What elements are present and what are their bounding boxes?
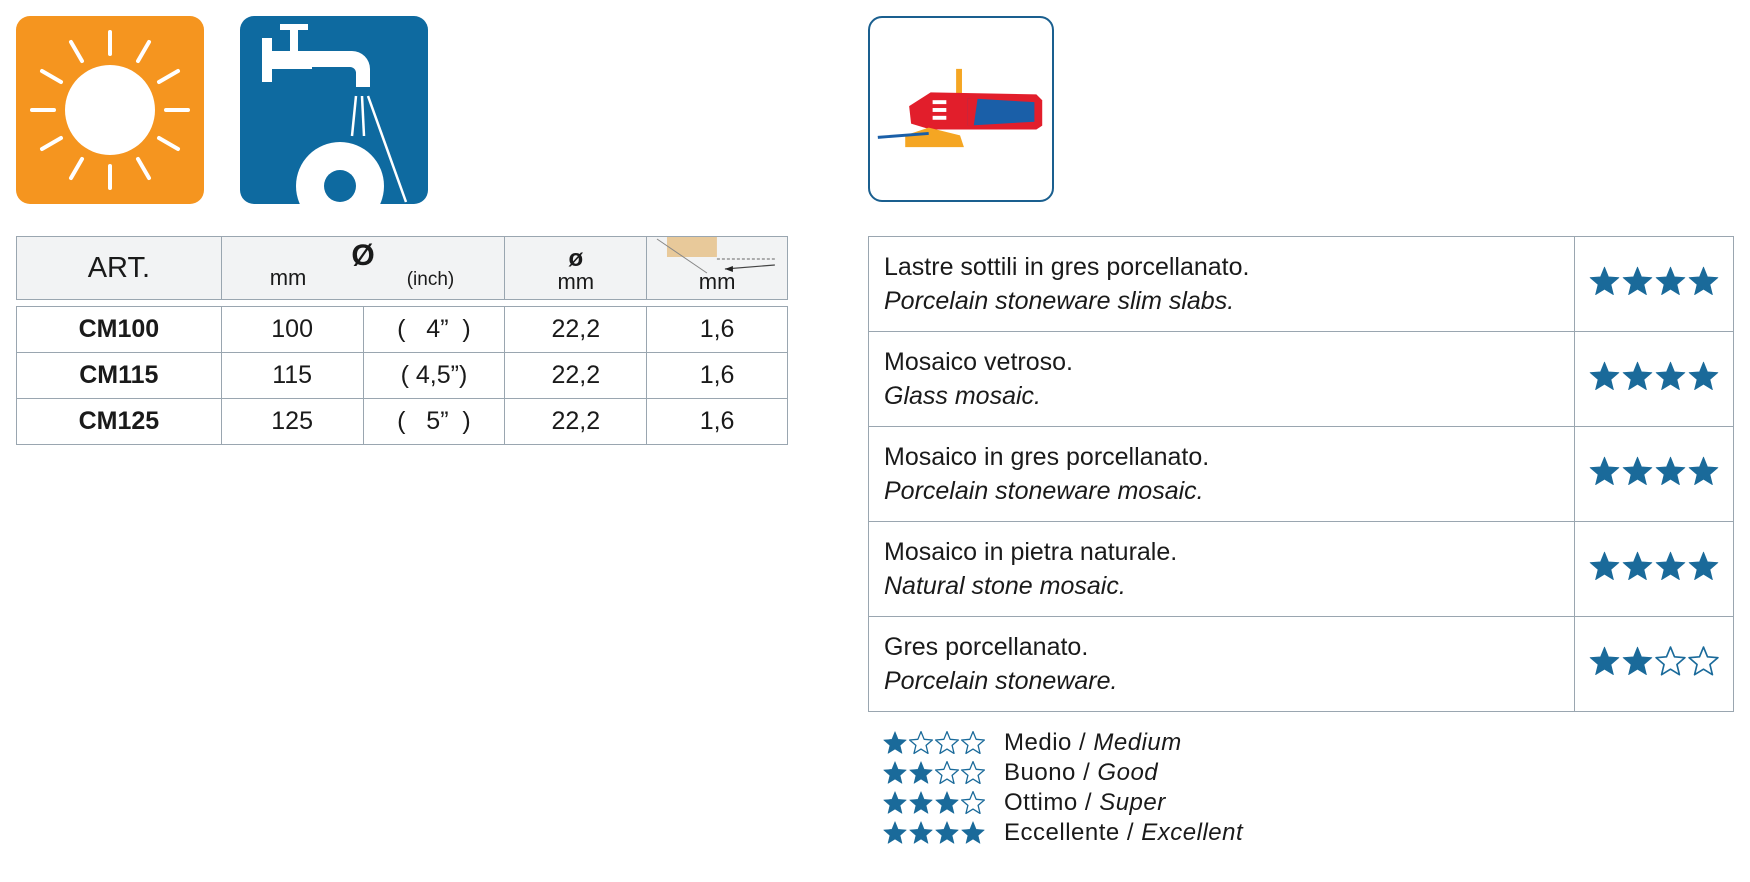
star-filled-icon — [1654, 455, 1687, 488]
diameter-symbol: Ø — [351, 239, 375, 272]
legend-item — [882, 728, 1243, 758]
thickness-mm: 1,6 — [647, 307, 788, 353]
star-filled-icon — [1621, 455, 1654, 488]
rating-stars — [1575, 332, 1734, 427]
table-row — [17, 307, 788, 353]
star-filled-icon — [1621, 645, 1654, 678]
material-english: Porcelain stoneware. — [884, 667, 1118, 695]
bore-mm-unit: mm — [557, 269, 595, 294]
star-filled-icon — [908, 760, 934, 786]
material-description — [869, 427, 1575, 522]
art-code: CM100 — [17, 307, 222, 353]
star-filled-icon — [908, 790, 934, 816]
star-filled-icon — [1687, 550, 1720, 583]
star-filled-icon — [1588, 645, 1621, 678]
art-code: CM115 — [17, 353, 222, 399]
star-filled-icon — [882, 820, 908, 846]
header-art: ART. — [17, 237, 222, 300]
thickness-mm: 1,6 — [647, 353, 788, 399]
specification-table — [16, 236, 788, 445]
rating-stars — [1575, 522, 1734, 617]
star-empty-icon — [960, 760, 986, 786]
legend-stars — [882, 790, 1000, 816]
material-row — [869, 522, 1734, 617]
material-description — [869, 522, 1575, 617]
star-filled-icon — [882, 730, 908, 756]
legend-stars — [882, 730, 1000, 756]
material-italian: Mosaico in pietra naturale. — [884, 538, 1178, 566]
diameter-mm: 100 — [221, 307, 363, 353]
star-empty-icon — [934, 760, 960, 786]
material-row — [869, 617, 1734, 712]
legend-separator: / — [1071, 729, 1094, 756]
star-filled-icon — [908, 820, 934, 846]
star-filled-icon — [1588, 265, 1621, 298]
sun-icon — [16, 16, 204, 204]
legend-separator: / — [1119, 819, 1142, 846]
material-row — [869, 237, 1734, 332]
star-empty-icon — [1654, 645, 1687, 678]
legend-english: Good — [1097, 759, 1159, 786]
bore-mm: 22,2 — [505, 307, 647, 353]
legend-english: Medium — [1093, 729, 1182, 756]
legend-italian: Ottimo — [1004, 789, 1078, 816]
legend-stars — [882, 760, 1000, 786]
thickness-mm-unit: mm — [698, 269, 736, 294]
star-filled-icon — [1588, 455, 1621, 488]
material-italian: Mosaico vetroso. — [884, 348, 1073, 376]
star-filled-icon — [1588, 360, 1621, 393]
star-filled-icon — [882, 760, 908, 786]
diameter-inch: ( 4” ) — [363, 307, 505, 353]
star-filled-icon — [934, 790, 960, 816]
material-english: Porcelain stoneware slim slabs. — [884, 287, 1235, 315]
diameter-mm-unit: mm — [269, 265, 307, 290]
legend-italian: Buono — [1004, 759, 1076, 786]
thickness-diagram-icon — [647, 237, 787, 277]
legend-italian: Eccellente — [1004, 819, 1120, 846]
star-filled-icon — [960, 820, 986, 846]
table-row — [17, 353, 788, 399]
legend-stars — [882, 820, 1000, 846]
rating-legend — [882, 728, 1243, 848]
star-filled-icon — [1621, 265, 1654, 298]
bore-symbol: ø — [568, 245, 584, 272]
rating-stars — [1575, 237, 1734, 332]
star-empty-icon — [960, 730, 986, 756]
thickness-mm: 1,6 — [647, 399, 788, 445]
star-filled-icon — [1621, 550, 1654, 583]
rating-stars — [1575, 617, 1734, 712]
legend-item — [882, 758, 1243, 788]
star-empty-icon — [960, 790, 986, 816]
star-filled-icon — [1687, 455, 1720, 488]
star-filled-icon — [934, 820, 960, 846]
angle-grinder-icon — [868, 16, 1054, 202]
legend-english: Excellent — [1141, 819, 1244, 846]
legend-item — [882, 818, 1243, 848]
diameter-mm: 125 — [221, 399, 363, 445]
diameter-inch-unit: (inch) — [406, 269, 455, 290]
rating-stars — [1575, 427, 1734, 522]
art-code: CM125 — [17, 399, 222, 445]
material-italian: Lastre sottili in gres porcellanato. — [884, 253, 1250, 281]
legend-item — [882, 788, 1243, 818]
bore-mm: 22,2 — [505, 353, 647, 399]
star-filled-icon — [882, 790, 908, 816]
star-filled-icon — [1621, 360, 1654, 393]
header-bore — [505, 237, 647, 300]
star-filled-icon — [1654, 550, 1687, 583]
star-filled-icon — [1687, 360, 1720, 393]
material-description — [869, 332, 1575, 427]
table-row — [17, 399, 788, 445]
header-thickness — [647, 237, 788, 300]
material-description — [869, 617, 1575, 712]
star-empty-icon — [1687, 645, 1720, 678]
header-diameter — [221, 237, 505, 300]
star-filled-icon — [1654, 360, 1687, 393]
material-row — [869, 332, 1734, 427]
material-description — [869, 237, 1575, 332]
materials-table — [868, 236, 1734, 712]
diameter-inch: ( 5” ) — [363, 399, 505, 445]
material-row — [869, 427, 1734, 522]
star-empty-icon — [908, 730, 934, 756]
legend-italian: Medio — [1004, 729, 1072, 756]
diameter-mm: 115 — [221, 353, 363, 399]
material-english: Glass mosaic. — [884, 382, 1041, 410]
legend-english: Super — [1099, 789, 1166, 816]
star-filled-icon — [1654, 265, 1687, 298]
legend-separator: / — [1075, 759, 1098, 786]
bore-mm: 22,2 — [505, 399, 647, 445]
legend-separator: / — [1077, 789, 1100, 816]
water-tap-icon — [240, 16, 428, 204]
star-filled-icon — [1687, 265, 1720, 298]
star-filled-icon — [1588, 550, 1621, 583]
material-italian: Mosaico in gres porcellanato. — [884, 443, 1210, 471]
material-italian: Gres porcellanato. — [884, 633, 1089, 661]
material-english: Natural stone mosaic. — [884, 572, 1126, 600]
diameter-inch: ( 4,5”) — [363, 353, 505, 399]
star-empty-icon — [934, 730, 960, 756]
material-english: Porcelain stoneware mosaic. — [884, 477, 1204, 505]
